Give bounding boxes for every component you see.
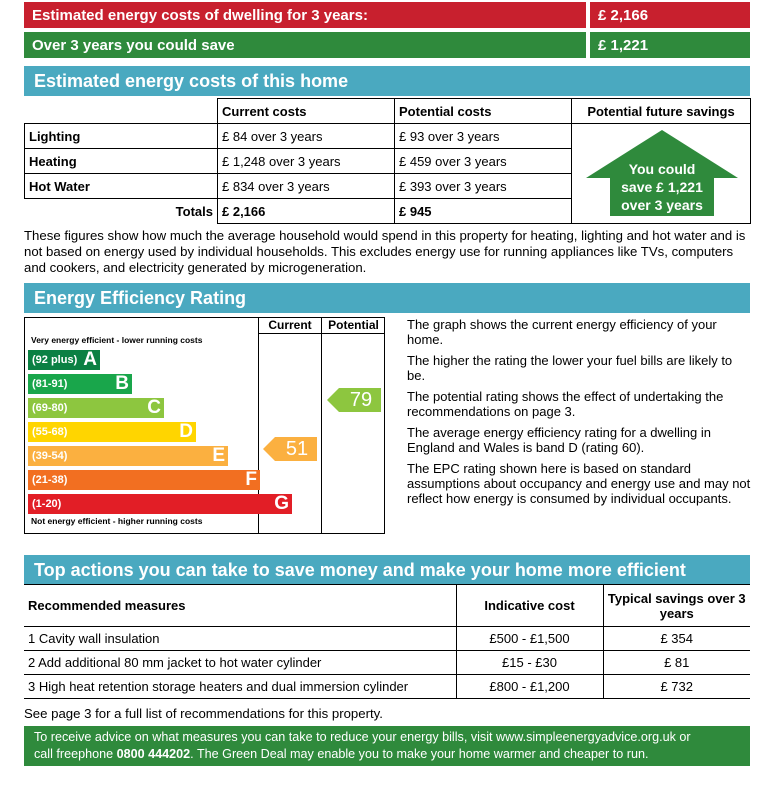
rating-band-range: (92 plus) bbox=[32, 354, 78, 366]
costs-row-label: Lighting bbox=[25, 124, 218, 149]
advice-banner bbox=[24, 726, 750, 766]
rating-band-letter: A bbox=[83, 349, 97, 370]
advice-line-2-suffix: . The Green Deal may enable you to make your home warmer and cheaper to run. bbox=[190, 747, 649, 761]
rating-paragraph: The graph shows the current energy efficiency of your home. bbox=[407, 317, 717, 347]
rating-col-current: Current bbox=[268, 318, 312, 332]
rating-col-potential: Potential bbox=[328, 318, 379, 332]
rating-band-letter: G bbox=[274, 493, 289, 514]
rating-band-letter: B bbox=[115, 373, 129, 394]
measure-saving: £ 81 bbox=[603, 651, 750, 675]
measures-header-saving: Typical savings over 3 years bbox=[603, 585, 750, 627]
measures-header-row bbox=[24, 585, 750, 627]
costs-totals-current: £ 2,166 bbox=[218, 199, 395, 224]
costs-section-title bbox=[24, 66, 750, 96]
measures-row bbox=[24, 675, 750, 699]
measure-saving: £ 354 bbox=[603, 627, 750, 651]
savings-arrow-line-2: save £ 1,221 bbox=[621, 179, 703, 195]
costs-note: These figures show how much the average household would spend in this property for heating, lighting and hot water and is not based on energy used by individual households. This excludes energy use for running appliances like TVs, computers and cookers, and electricity generated by microgeneration. bbox=[24, 228, 746, 275]
rating-section-title bbox=[24, 283, 750, 313]
estimated-cost-value-text: £ 2,166 bbox=[598, 6, 649, 24]
costs-row-label: Heating bbox=[25, 149, 218, 174]
estimated-cost-value bbox=[590, 2, 750, 28]
savings-label-text: Over 3 years you could save bbox=[32, 36, 235, 54]
rating-band-range: (69-80) bbox=[32, 402, 68, 414]
measure-name: 3 High heat retention storage heaters and dual immersion cylinder bbox=[24, 675, 456, 699]
costs-header-savings: Potential future savings bbox=[572, 99, 751, 124]
rating-band-range: (39-54) bbox=[32, 450, 68, 462]
measure-name: 1 Cavity wall insulation bbox=[24, 627, 456, 651]
measure-cost: £500 - £1,500 bbox=[456, 627, 603, 651]
rating-band-e bbox=[28, 446, 228, 466]
costs-row-current: £ 84 over 3 years bbox=[218, 124, 395, 149]
rating-band-range: (55-68) bbox=[32, 426, 68, 438]
rating-band-g bbox=[28, 494, 292, 514]
costs-section-title-text: Estimated energy costs of this home bbox=[34, 70, 349, 91]
measures-row bbox=[24, 651, 750, 675]
rating-band-letter: F bbox=[245, 469, 257, 490]
costs-totals-label: Totals bbox=[25, 199, 218, 224]
savings-value bbox=[590, 32, 750, 58]
measures-row bbox=[24, 627, 750, 651]
costs-header-row bbox=[25, 99, 751, 124]
rating-band-range: (81-91) bbox=[32, 378, 68, 390]
advice-line-2 bbox=[34, 746, 740, 763]
advice-phone: 0800 444202 bbox=[116, 747, 191, 761]
rating-top-caption: Very energy efficient - lower running costs bbox=[31, 335, 203, 345]
current-rating-value: 51 bbox=[285, 438, 309, 460]
estimated-cost-label-text: Estimated energy costs of dwelling for 3 years: bbox=[32, 6, 368, 24]
savings-label bbox=[24, 32, 586, 58]
potential-rating-value: 79 bbox=[349, 389, 373, 411]
rating-explanation bbox=[407, 317, 752, 512]
rating-band-letter: C bbox=[147, 397, 161, 418]
rating-section-title-text: Energy Efficiency Rating bbox=[34, 287, 247, 308]
estimated-cost-label bbox=[24, 2, 586, 28]
costs-row-potential: £ 93 over 3 years bbox=[395, 124, 572, 149]
measures-header-measure: Recommended measures bbox=[24, 585, 456, 627]
costs-row-potential: £ 393 over 3 years bbox=[395, 174, 572, 199]
measure-cost: £15 - £30 bbox=[456, 651, 603, 675]
rating-band-range: (21-38) bbox=[32, 474, 68, 486]
measures-table bbox=[24, 584, 750, 699]
rating-band-range: (1-20) bbox=[32, 498, 62, 510]
measure-cost: £800 - £1,200 bbox=[456, 675, 603, 699]
rating-paragraph: The higher the rating the lower your fuel bills are likely to be. bbox=[407, 353, 733, 383]
savings-arrow-line-1: You could bbox=[628, 161, 696, 177]
rating-divider-2 bbox=[321, 317, 322, 534]
advice-line-2-prefix: call freephone bbox=[34, 747, 117, 761]
measure-name: 2 Add additional 80 mm jacket to hot water cylinder bbox=[24, 651, 456, 675]
measures-footnote: See page 3 for a full list of recommendations for this property. bbox=[24, 706, 383, 721]
rating-band-letter: E bbox=[212, 445, 225, 466]
rating-band-a bbox=[28, 350, 100, 370]
rating-paragraph: The EPC rating shown here is based on standard assumptions about occupancy and energy use and may not reflect how energy is consumed by individual occupants. bbox=[407, 461, 751, 506]
measure-saving: £ 732 bbox=[603, 675, 750, 699]
costs-row-current: £ 834 over 3 years bbox=[218, 174, 395, 199]
rating-paragraph: The average energy efficiency rating for a dwelling in England and Wales is band D (rating 60). bbox=[407, 425, 711, 455]
advice-line-1: To receive advice on what measures you can take to reduce your energy bills, visit www.simpleenergyadvice.org.uk or bbox=[34, 730, 691, 744]
actions-section-title bbox=[24, 555, 750, 585]
savings-arrow-text bbox=[610, 160, 714, 214]
costs-row-current: £ 1,248 over 3 years bbox=[218, 149, 395, 174]
rating-header-line bbox=[258, 333, 385, 334]
costs-header-potential: Potential costs bbox=[395, 99, 572, 124]
costs-row-potential: £ 459 over 3 years bbox=[395, 149, 572, 174]
rating-band-letter: D bbox=[179, 421, 193, 442]
costs-header-current: Current costs bbox=[218, 99, 395, 124]
measures-header-cost: Indicative cost bbox=[456, 585, 603, 627]
rating-band-b bbox=[28, 374, 132, 394]
savings-value-text: £ 1,221 bbox=[598, 36, 649, 54]
rating-band-f bbox=[28, 470, 260, 490]
costs-header-blank bbox=[25, 99, 218, 124]
rating-paragraph: The potential rating shows the effect of undertaking the recommendations on page 3. bbox=[407, 389, 724, 419]
savings-arrow-line-3: over 3 years bbox=[621, 197, 703, 213]
rating-band-d bbox=[28, 422, 196, 442]
rating-band-c bbox=[28, 398, 164, 418]
actions-section-title-text: Top actions you can take to save money and make your home more efficient bbox=[34, 559, 686, 580]
costs-row-label: Hot Water bbox=[25, 174, 218, 199]
costs-totals-potential: £ 945 bbox=[395, 199, 572, 224]
rating-bottom-caption: Not energy efficient - higher running costs bbox=[31, 516, 203, 526]
